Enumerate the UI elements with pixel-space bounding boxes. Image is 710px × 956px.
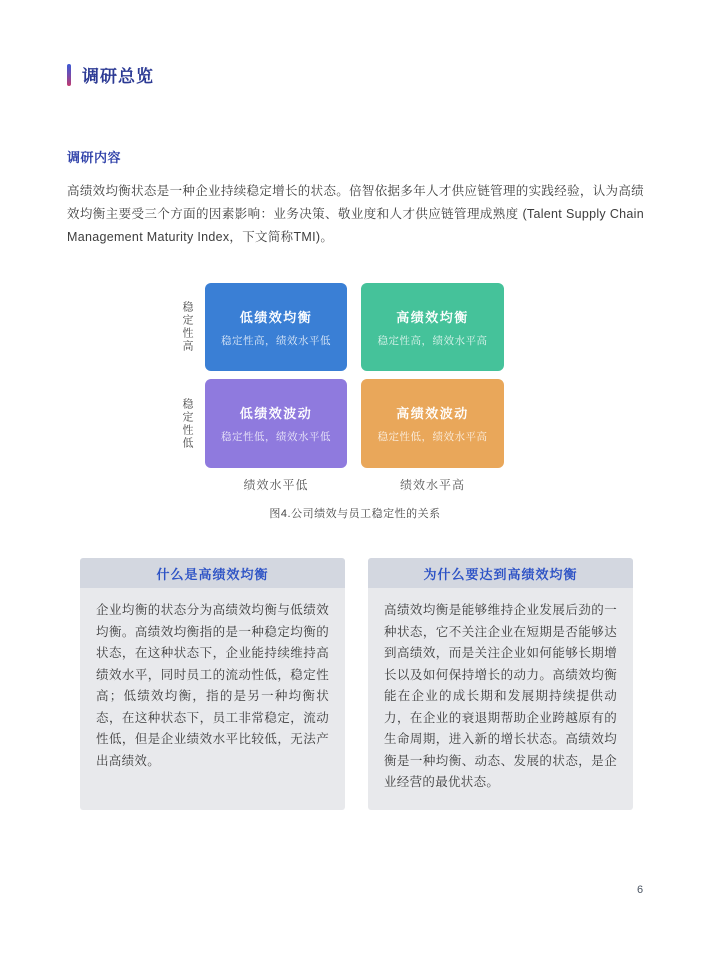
page-header	[67, 62, 154, 87]
matrix-quadrant-bottom-left	[205, 379, 347, 468]
matrix-quadrant-top-right	[361, 283, 504, 371]
title-accent-bar-icon	[67, 64, 71, 86]
matrix-y-axis-label-top: 稳定性高	[181, 301, 193, 353]
figure-caption: 图4.公司绩效与员工稳定性的关系	[269, 508, 441, 520]
performance-stability-matrix	[205, 283, 504, 468]
quadrant-subtitle: 稳定性低，绩效水平低	[221, 431, 331, 443]
quadrant-title: 低绩效波动	[239, 406, 313, 421]
matrix-x-axis-label-right: 绩效水平高	[399, 478, 465, 492]
quadrant-title: 高绩效均衡	[396, 309, 469, 325]
quadrant-title: 高绩效波动	[396, 406, 469, 421]
matrix-quadrant-top-left	[205, 283, 347, 371]
info-box-why-achieve	[368, 558, 633, 810]
page-title: 调研总览	[82, 67, 154, 86]
info-boxes-row	[80, 558, 633, 810]
quadrant-title: 低绩效均衡	[239, 309, 313, 325]
info-box-body: 企业均衡的状态分为高绩效均衡与低绩效均衡。高绩效均衡指的是一种稳定均衡的状态，在这种状态下，企业能持续维持高绩效水平，同时员工的流动性低，稳定性高；低绩效均衡，指的是另一种均衡状态，在这种状态下，员工非常稳定，流动性低，但是企业绩效水平比较低，无法产出高绩效。	[80, 588, 345, 810]
intro-paragraph: 高绩效均衡状态是一种企业持续稳定增长的状态。倍智依据多年人才供应链管理的实践经验，认为高绩效均衡主要受三个方面的因素影响：业务决策、敬业度和人才供应链管理成熟度 (Talent Supply Chain Management Maturity Index，下文简称TMI)。	[67, 184, 644, 244]
page-number: 6	[636, 884, 644, 896]
section-subtitle: 调研内容	[67, 150, 122, 165]
info-box-title: 为什么要达到高绩效均衡	[368, 558, 633, 588]
info-box-title: 什么是高绩效均衡	[80, 558, 345, 588]
matrix-quadrant-bottom-right	[361, 379, 504, 468]
matrix-y-axis-label-bottom: 稳定性低	[181, 397, 193, 450]
quadrant-subtitle: 稳定性高，绩效水平低	[221, 334, 331, 347]
quadrant-subtitle: 稳定性高，绩效水平高	[377, 334, 488, 347]
info-box-body: 高绩效均衡是能够维持企业发展后劲的一种状态，它不关注企业在短期是否能够达到高绩效，而是关注企业如何能够长期增长以及如何保持增长的动力。高绩效均衡能在企业的成长期和发展期持续提供动力，在企业的衰退期帮助企业跨越原有的生命周期，进入新的增长状态。高绩效均衡是一种均衡、动态、发展的状态，是企业经营的最优状态。	[368, 588, 633, 810]
info-box-what-is	[80, 558, 345, 810]
quadrant-subtitle: 稳定性低，绩效水平高	[377, 431, 488, 443]
matrix-x-axis-label-left: 绩效水平低	[243, 478, 309, 492]
